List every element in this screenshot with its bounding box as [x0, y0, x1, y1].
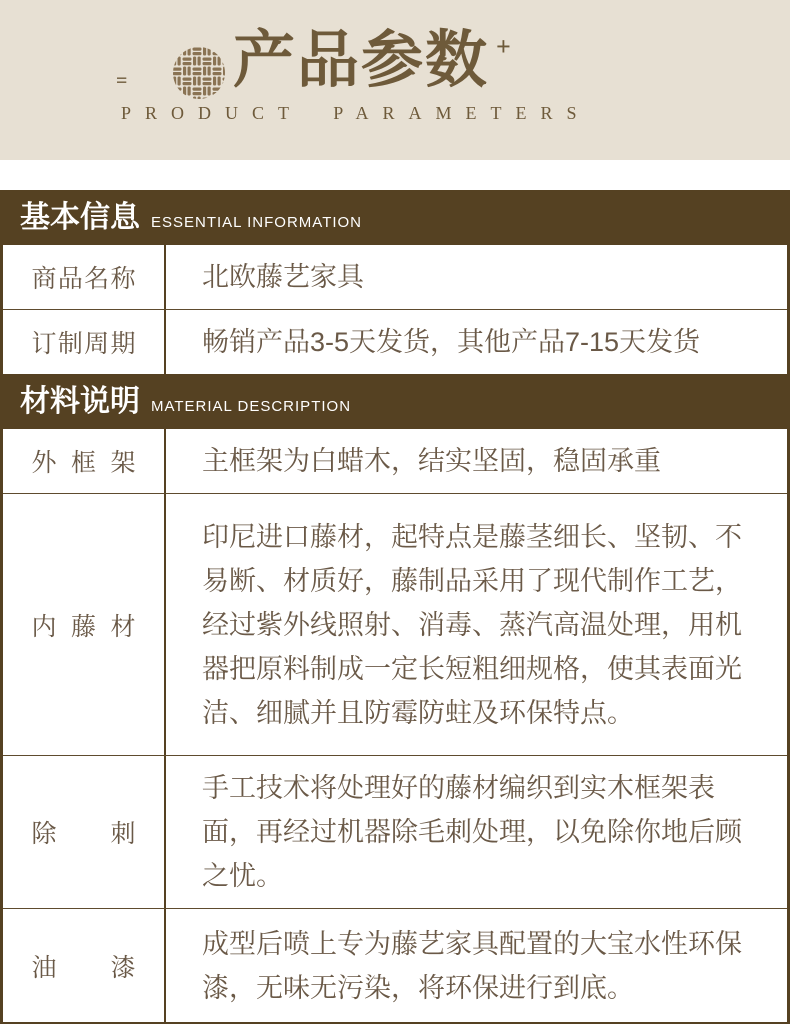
row-value: 北欧藤艺家具	[202, 262, 364, 292]
row-label-cell	[3, 429, 166, 493]
row-label-cell	[3, 756, 166, 908]
row-label: 内藤材	[31, 612, 136, 641]
section-title-cn: 材料说明	[20, 385, 140, 418]
page-title: 产品参数	[233, 27, 490, 95]
row-label: 除刺	[31, 820, 136, 848]
row-value: 畅销产品3-5天发货，其他产品7-15天发货	[202, 327, 701, 357]
table-row-inner-rattan	[3, 493, 787, 755]
row-value: 手工技术将处理好的藤材编织到实木框架表面，再经过机器除毛刺处理，以免除你地后顾之忧。	[202, 773, 742, 891]
table-row-order-cycle	[3, 309, 787, 374]
row-label-cell	[3, 909, 166, 1022]
row-label: 商品名称	[31, 265, 136, 293]
row-label-cell	[3, 245, 166, 309]
row-label: 订制周期	[31, 330, 136, 358]
page-subtitle: PRODUCT PARAMETERS	[121, 103, 591, 123]
row-value: 主框架为白蜡木，结实坚固，稳固承重	[202, 446, 661, 476]
row-value: 印尼进口藤材，起特点是藤茎细长、坚韧、不易断、材质好，藤制品采用了现代制作工艺，经过紫外线照射、消毒、蒸汽高温处理，用机器把原料制成一定长短粗细规格，使其表面光洁、细腻并且防霉防蛀及环保特点。	[202, 521, 742, 728]
section-title-en: MATERIAL DESCRIPTION	[151, 398, 352, 415]
table-row-outer-frame	[3, 429, 787, 493]
parameters-table	[0, 190, 790, 1024]
section-header-essential-information	[0, 190, 790, 245]
row-label-cell	[3, 494, 166, 755]
table-row-product-name	[3, 245, 787, 309]
section-title-cn: 基本信息	[20, 201, 140, 234]
row-label: 外框架	[31, 449, 136, 477]
table-row-deburring	[3, 755, 787, 908]
row-label-cell	[3, 310, 166, 374]
table-row-paint	[3, 908, 787, 1022]
plus-decoration: +	[496, 32, 511, 61]
section-title-en: ESSENTIAL INFORMATION	[151, 214, 363, 231]
row-label: 油漆	[31, 953, 136, 982]
section-header-material-description	[0, 374, 790, 429]
weave-icon	[172, 46, 226, 100]
equals-decoration: =	[116, 70, 128, 92]
page-header	[0, 0, 790, 160]
row-value: 成型后喷上专为藤艺家具配置的大宝水性环保漆，无味无污染，将环保进行到底。	[202, 928, 742, 1003]
